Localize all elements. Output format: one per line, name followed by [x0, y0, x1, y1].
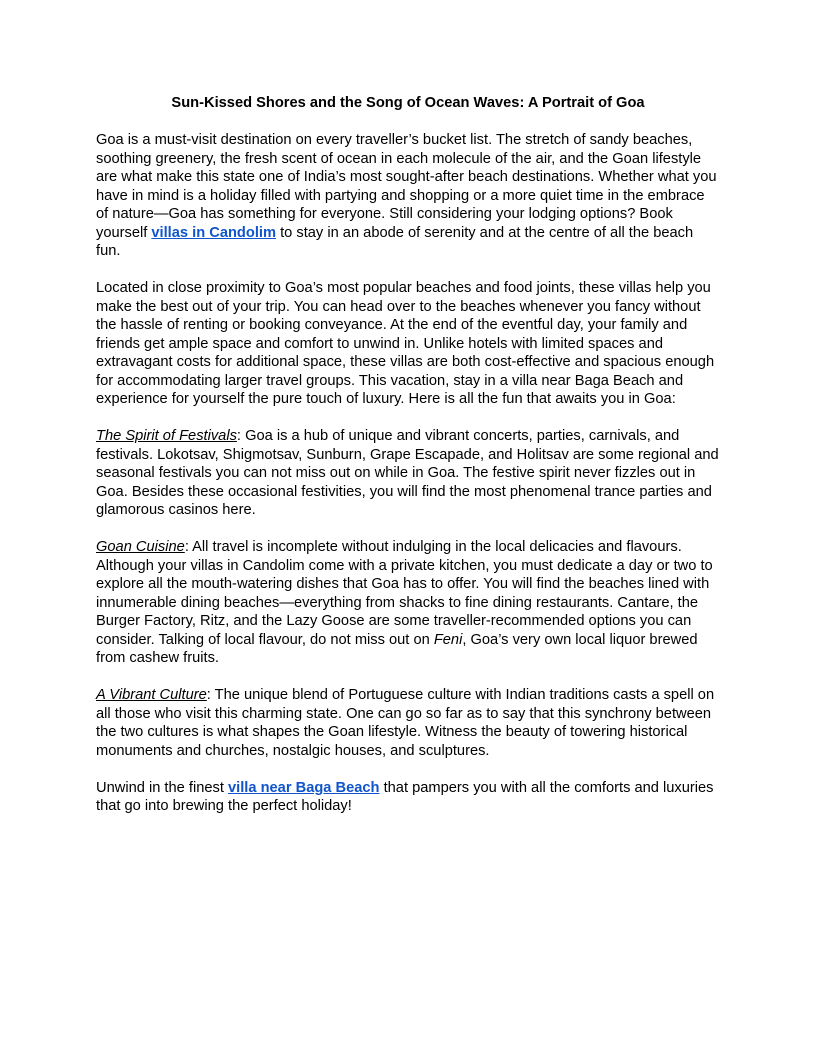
paragraph-festivals — [96, 427, 720, 520]
paragraph-cuisine-text-end: , Goa’s very own local liquor brewed from cashew fruits. — [96, 631, 698, 666]
document-title: Sun-Kissed Shores and the Song of Ocean Waves: A Portrait of Goa — [171, 95, 645, 111]
document-body — [96, 94, 720, 834]
paragraph-closing — [96, 779, 720, 816]
paragraph-culture-text: : The unique blend of Portuguese culture with Indian traditions casts a spell on all those who visit this charming state. One can go so far as to say that this synchrony between the two cultures is what shapes the Goan lifestyle. Witness the beauty of towering historical monuments and churches, nostalgic houses, and sculptures. — [96, 687, 715, 759]
paragraph-intro-text: Goa is a must-visit destination on every traveller’s bucket list. The stretch of sandy beaches, soothing greenery, the fresh scent of ocean in each molecule of the air, and the Goan lifestyle are what make this state one of India’s most sought-after beach destinations. Whether what you have in mind is a holiday filled with partying and shopping or a more quiet time in the embrace of nature—Goa has something for everyone. Still considering your lodging options? Book yourself — [96, 132, 717, 241]
paragraph-closing-text-end: that pampers you with all the comforts and luxuries that go into brewing the perfect holiday! — [96, 779, 714, 814]
paragraph-cuisine-text: : All travel is incomplete without indulging in the local delicacies and flavours. Although your villas in Candolim come with a private kitchen, you must dedicate a day or two to explore all the mouth-watering dishes that Goa has to offer. You will find the beaches lined with innumerable dining beaches—everything from shacks to fine dining restaurants. Cantare, the Burger Factory, Ritz, and the Lazy Goose are some traveller-recommended options you can consider. Talking of local flavour, do not miss out on — [96, 539, 713, 648]
paragraph-location — [96, 279, 720, 409]
villa-near-baga-beach-link[interactable]: villa near Baga Beach — [227, 779, 380, 796]
culture-heading: A Vibrant Culture — [96, 687, 207, 703]
paragraph-culture — [96, 686, 720, 760]
paragraph-intro — [96, 131, 720, 261]
paragraph-cuisine — [96, 538, 720, 668]
festivals-heading: The Spirit of Festivals — [96, 428, 237, 444]
paragraph-location-text: Located in close proximity to Goa’s most popular beaches and food joints, these villas help you make the best out of your trip. You can head over to the beaches whenever you fancy without the hassle of renting or booking conveyance. At the end of the eventful day, your family and friends get ample space and comfort to unwind in. Unlike hotels with limited spaces and extravagant costs for additional space, these villas are both cost-effective and spacious enough for accommodating larger travel groups. This vacation, stay in a villa near Baga Beach and experience for yourself the pure touch of luxury. Here is all the fun that awaits you in Goa: — [96, 280, 715, 407]
cuisine-heading: Goan Cuisine — [96, 539, 185, 555]
paragraph-intro-text-end: to stay in an abode of serenity and at the centre of all the beach fun. — [96, 224, 694, 259]
paragraph-festivals-text: : Goa is a hub of unique and vibrant concerts, parties, carnivals, and festivals. Lokotsav, Shigmotsav, Sunburn, Grape Escapade, and Holitsav are some regional and seasonal festivals you can not miss out on while in Goa. The festive spirit never fizzles out in Goa. Besides these occasional festivities, you will find the most phenomenal trance parties and glamorous casinos here. — [96, 428, 719, 518]
paragraph-closing-text: Unwind in the finest — [96, 779, 228, 796]
villas-in-candolim-link[interactable]: villas in Candolim — [151, 224, 276, 241]
feni-emphasis: Feni — [433, 631, 463, 648]
